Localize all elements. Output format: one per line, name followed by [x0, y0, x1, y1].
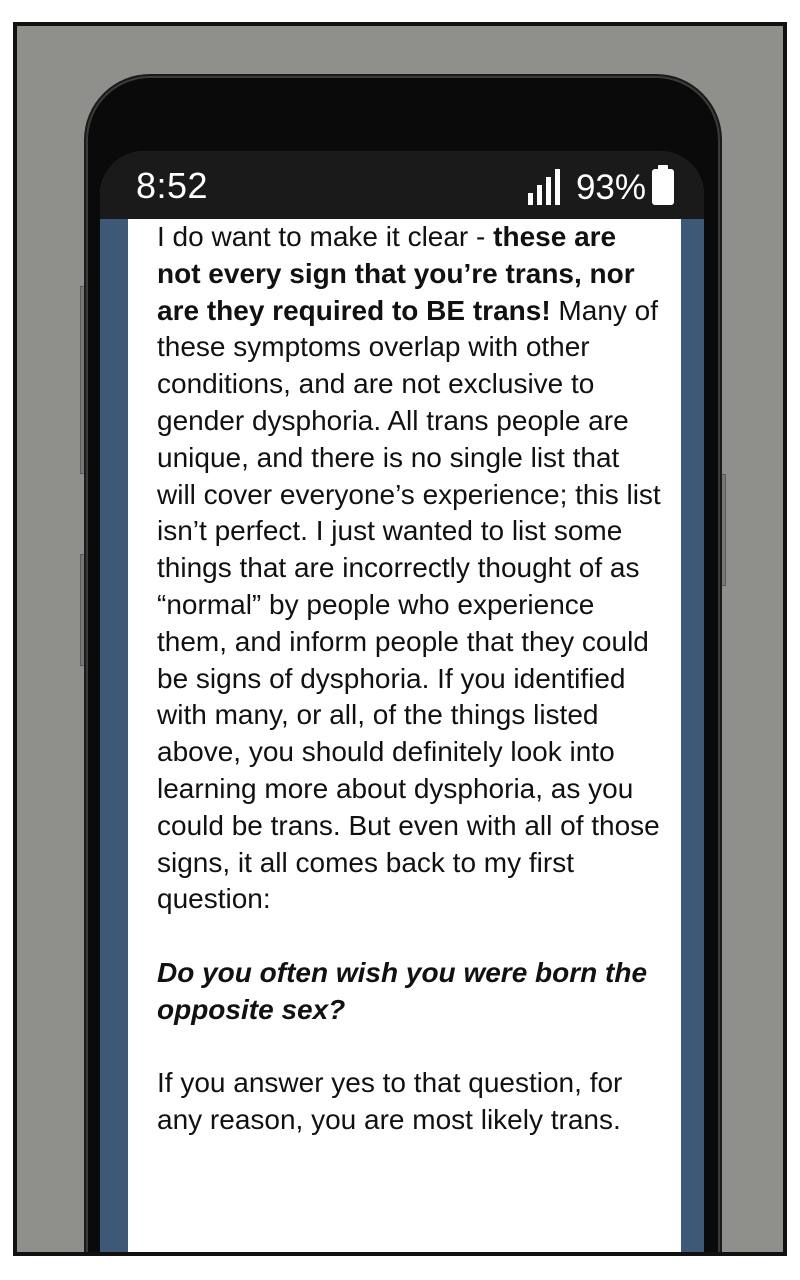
signal-bar	[528, 193, 533, 205]
intro-plain-text: I do want to make it clear -	[157, 221, 494, 252]
signal-icon	[528, 169, 564, 205]
message-content[interactable]	[128, 219, 681, 1256]
battery-icon	[652, 169, 674, 205]
intro-bold-text: these are not every sign that you’re trans, nor are they required to BE trans!	[157, 221, 635, 326]
battery-percent: 93%	[575, 168, 646, 207]
signal-bar	[555, 169, 560, 205]
paragraph-spacer	[157, 1029, 661, 1066]
signal-bar	[537, 185, 542, 205]
paragraph-spacer	[157, 918, 661, 955]
intro-rest-text: Many of these symptoms overlap with other conditions, and are not exclusive to gender dysphoria. All trans people are unique, and there is no single list that will cover everyone’s experience; this list isn’t perfect. I just wanted to list some things that are incorrectly thought of as “normal” by people who experience them, and inform people that they could be signs of dysphoria. If you identified with many, or all, of the things listed above, you should definitely look into learning more about dysphoria, as you could be trans. But even with all of those signs, it all comes back to my first question:	[157, 294, 661, 915]
signal-bar	[546, 177, 551, 205]
status-indicators	[528, 163, 674, 207]
comic-panel-frame	[13, 22, 787, 1256]
key-question: Do you often wish you were born the opposite sex?	[157, 956, 648, 1025]
conclusion-paragraph: If you answer yes to that question, for any reason, you are most likely trans.	[157, 1067, 623, 1136]
phone-side-button-left-upper	[80, 286, 88, 474]
phone-side-button-right	[718, 474, 726, 586]
phone-side-button-left-lower	[80, 554, 88, 666]
status-time: 8:52	[136, 165, 209, 206]
status-bar	[100, 151, 704, 219]
phone-screen	[100, 151, 704, 1256]
intro-paragraph	[157, 219, 661, 918]
